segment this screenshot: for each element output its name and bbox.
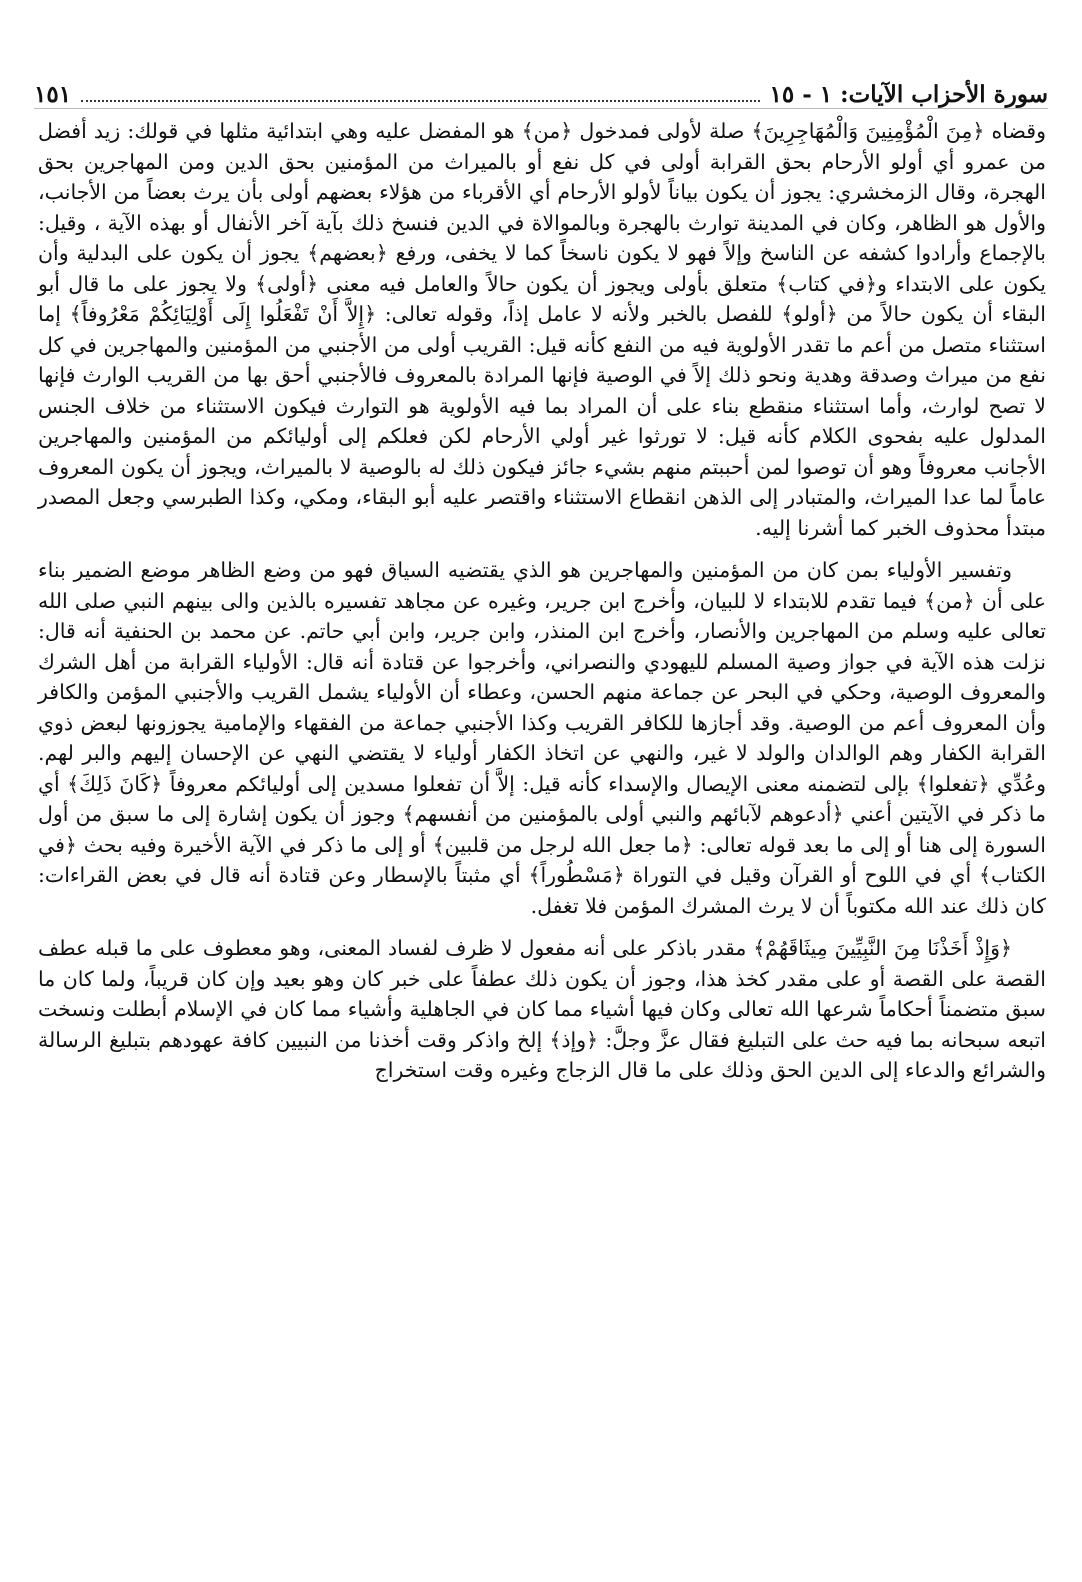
header-leader-dots — [81, 99, 759, 102]
page-number: ١٥١ — [34, 81, 72, 108]
body-text — [38, 116, 1046, 1098]
page-header — [34, 70, 1048, 109]
paragraph-1: وقضاه ﴿مِنَ الْمُؤْمِنِينَ وَالْمُهَاجِرِينَ﴾ صلة لأولى فمدخول ﴿من﴾ هو المفضل عليه وهي ابتدائية مثلها في قولك: زيد أفضل من عمرو أي أولو الأرحام بحق القرابة أولى في كل نفع أو بالميراث من المؤمنين بحق الدين ومن المهاجرين بحق الهجرة، وقال الزمخشري: يجوز أن يكون بياناً لأولو الأرحام أي الأقرباء من هؤلاء بعضهم أولى بأن يرث بعضاً من الأجانب، والأول هو الظاهر، وكان في المدينة توارث بالهجرة وبالموالاة في الدين فنسخ ذلك بآية آخر الأنفال أو بهذه الآية ، وقيل: بالإجماع وأرادوا كشفه عن الناسخ وإلاً فهو لا يكون ناسخاً كما لا يخفى، ورفع ﴿بعضهم﴾ يجوز أن يكون على البدلية وأن يكون على الابتداء و﴿في كتاب﴾ متعلق بأولى ويجوز أن يكون حالاً والعامل فيه معنى ﴿أولى﴾ ولا يجوز على ما قال أبو البقاء أن يكون حالاً من ﴿أولو﴾ للفصل بالخبر ولأنه لا عامل إذاً، وقوله تعالى: ﴿إِلاَّ أَنْ تَفْعَلُوا إِلَى أَوْلِيَائِكُمْ مَعْرُوفاً﴾ إما استثناء متصل من أعم ما تقدر الأولوية فيه من النفع كأنه قيل: القريب أولى من الأجنبي من المؤمنين والمهاجرين في كل نفع من ميراث وصدقة وهدية ونحو ذلك إلاً في الوصية فإنها المرادة بالمعروف فالأجنبي أحق بها من القريب الوارث فإنها لا تصح لوارث، وأما استثناء منقطع بناء على أن المراد بما فيه الأولوية هو التوارث فيكون الاستثناء من خلاف الجنس المدلول عليه بفحوى الكلام كأنه قيل: لا تورثوا غير أولي الأرحام لكن فعلكم إلى أوليائكم من المؤمنين والمهاجرين الأجانب معروفاً وهو أن توصوا لمن أحببتم منهم بشيء جائز فيكون ذلك له بالوصية لا بالميراث، ويجوز أن يكون المعروف عاماً لما عدا الميراث، والمتبادر إلى الذهن انقطاع الاستثناء واقتصر عليه أبو البقاء، ومكي، وكذا الطبرسي وجعل المصدر مبتدأ محذوف الخبر كما أشرنا إليه. — [38, 119, 1046, 540]
running-title: سورة الأحزاب الآيات: ١ - ١٥ — [769, 81, 1048, 108]
paragraph-2: وتفسير الأولياء بمن كان من المؤمنين والمهاجرين هو الذي يقتضيه السياق فهو من وضع الظاهر موضع الضمير بناء على أن ﴿من﴾ فيما تقدم للابتداء لا للبيان، وأخرج ابن جرير، وغيره عن مجاهد تفسيره بالذين والى بينهم النبي صلى الله تعالى عليه وسلم من المهاجرين والأنصار، وأخرج ابن المنذر، وابن جرير، وابن أبي حاتم. عن محمد بن الحنفية أنه قال: نزلت هذه الآية في جواز وصية المسلم لليهودي والنصراني، وأخرجوا عن قتادة أنه قال: الأولياء القرابة من أهل الشرك والمعروف الوصية، وحكي في البحر عن جماعة منهم الحسن، وعطاء أن الأولياء يشمل القريب والأجنبي المؤمن والكافر وأن المعروف أعم من الوصية. وقد أجازها للكافر القريب وكذا الأجنبي جماعة من الفقهاء والإمامية يجوزونها لبعض ذوي القرابة الكفار وهم الوالدان والولد لا غير، والنهي عن اتخاذ الكفار أولياء لا يقتضي النهي عن الإحسان إليهم والبر لهم. وعُدِّي ﴿تفعلوا﴾ بإلى لتضمنه معنى الإيصال والإسداء كأنه قيل: إلاَّ أن تفعلوا مسدين إلى أوليائكم معروفاً ﴿كَانَ ذَلِكَ﴾ أي ما ذكر في الآيتين أعني ﴿أدعوهم لآبائهم والنبي أولى بالمؤمنين من أنفسهم﴾ وجوز أن يكون إشارة إلى ما سبق من أول السورة إلى هنا أو إلى ما بعد قوله تعالى: ﴿ما جعل الله لرجل من قلبين﴾ أو إلى ما ذكر في الآية الأخيرة وفيه بحث ﴿في الكتاب﴾ أي في اللوح أو القرآن وقيل في التوراة ﴿مَسْطُوراً﴾ أي مثبتاً بالإسطار وعن قتادة أنه قال في بعض القراءات: كان ذلك عند الله مكتوباً أن لا يرث المشرك المؤمن فلا تغفل. — [38, 558, 1046, 918]
paragraph-3: ﴿وَإِذْ أَخَذْنَا مِنَ النَّبِيِّينَ مِيثَاقَهُمْ﴾ مقدر باذكر على أنه مفعول لا ظرف لفساد المعنى، وهو معطوف على ما قبله عطف القصة على القصة أو على مقدر كخذ هذا، وجوز أن يكون ذلك عطفاً على خبر كان وهو بعيد وإن كان قريباً، ولما كان ما سبق متضمناً أحكاماً شرعها الله تعالى وكان فيها أشياء مما كان في الجاهلية وأشياء مما كان في الإسلام أبطلت ونسخت اتبعه سبحانه بما فيه حث على التبليغ فقال عزَّ وجلَّ: ﴿وإذ﴾ إلخ واذكر وقت أخذنا من النبيين كافة عهودهم بتبليغ الرسالة والشرائع والدعاء إلى الدين الحق وذلك على ما قال الزجاج وغيره وقت استخراج — [38, 936, 1046, 1082]
